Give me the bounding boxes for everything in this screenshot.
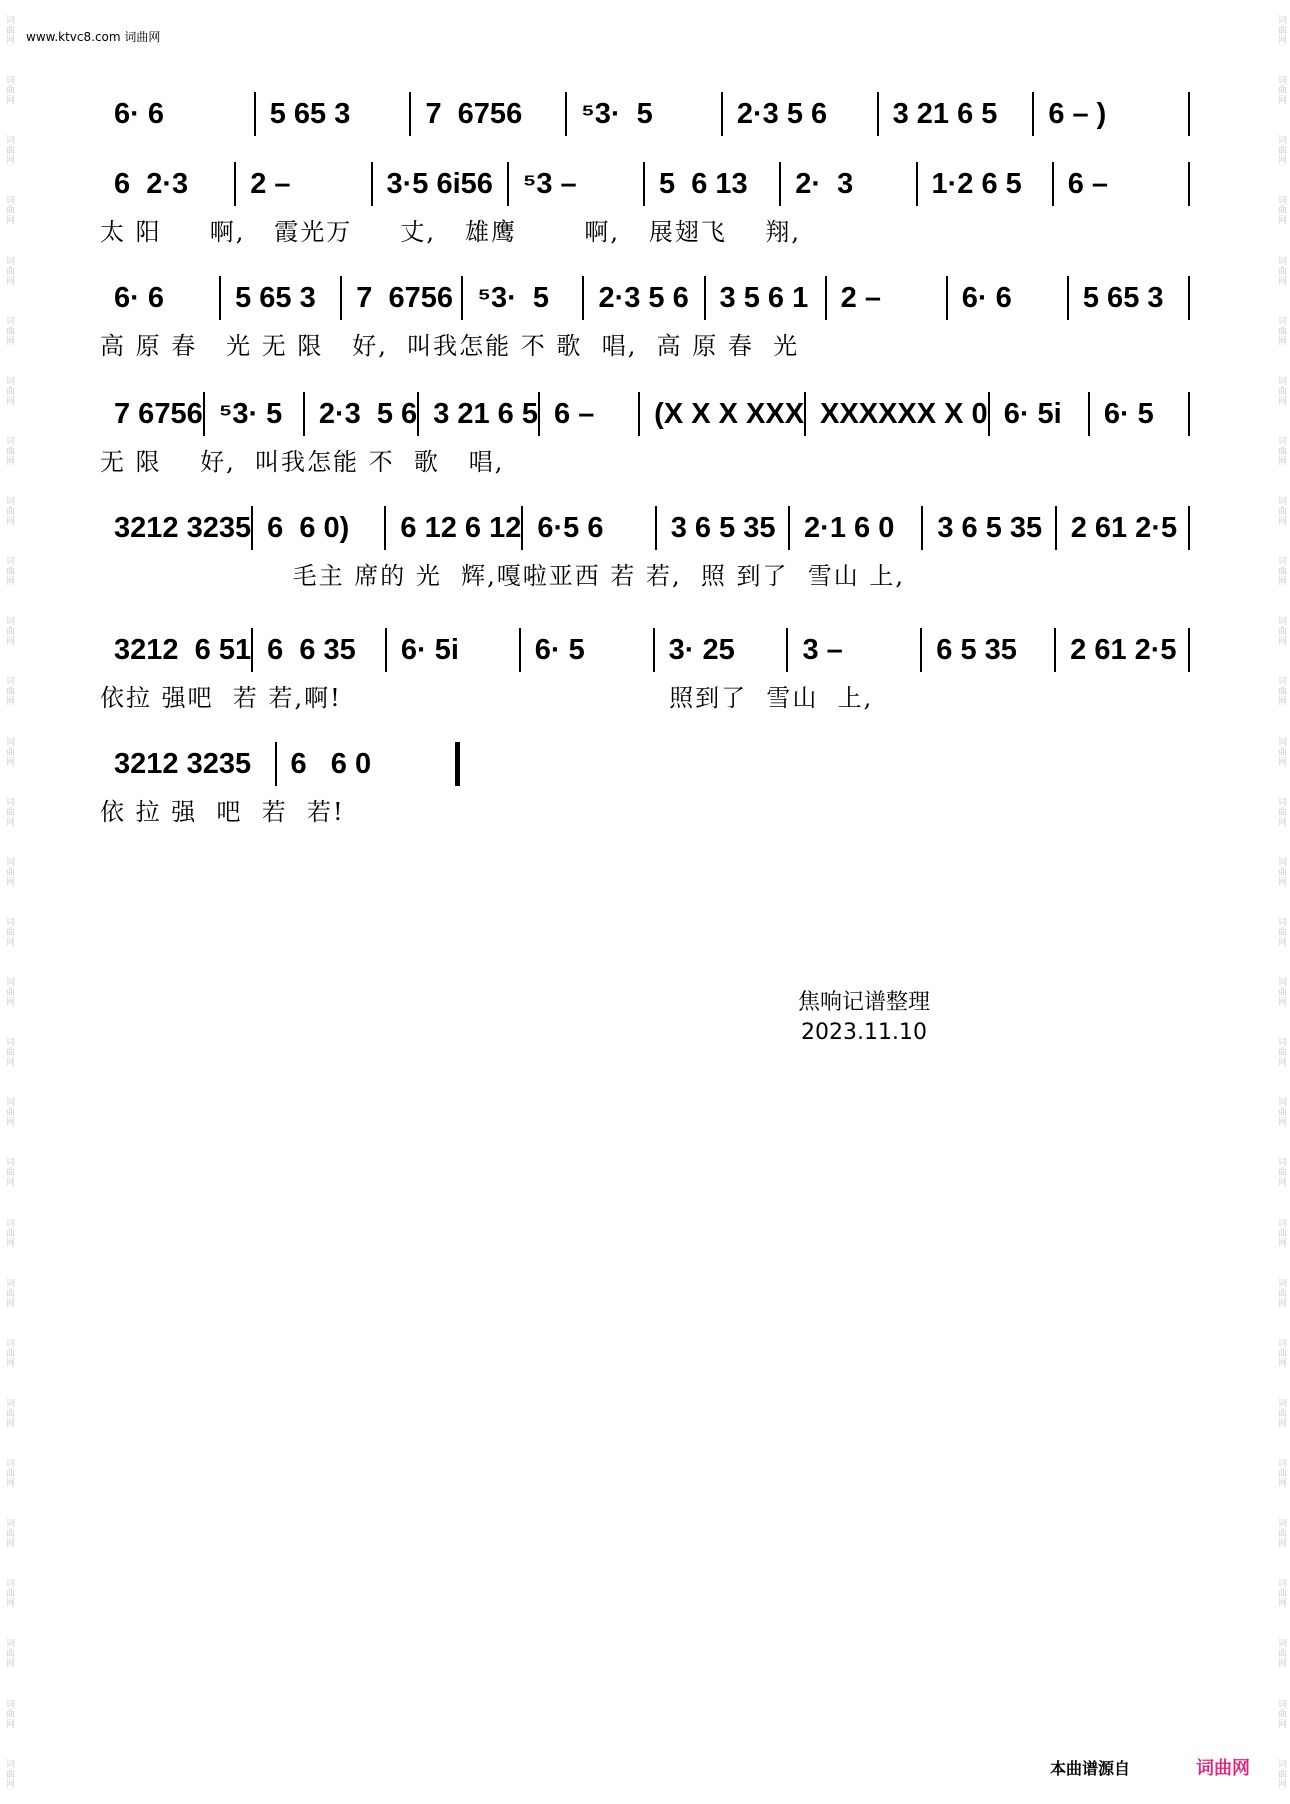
footer-source: 本曲谱源自 [1050, 1759, 1131, 1778]
watermark-text: 词曲网 [1276, 856, 1286, 887]
watermark-text: 词曲网 [1276, 736, 1286, 767]
measure: ⁵3· 5 [477, 281, 549, 314]
measure: ⁵3· 5 [581, 97, 653, 130]
watermark-text: 词曲网 [1276, 255, 1286, 286]
lyrics-line: 依拉 强吧 若 若,啊! 照到了 雪山 上, [100, 684, 874, 712]
score-system [100, 742, 460, 826]
notes-line [100, 276, 1190, 320]
watermark-text: 词曲网 [1276, 315, 1286, 346]
watermark-text: 词曲网 [4, 135, 14, 166]
notes-line [100, 162, 1190, 206]
measure: XXXXXX X 0 [820, 397, 988, 430]
watermark-text: 词曲网 [4, 1037, 14, 1068]
notes-line [100, 392, 1190, 436]
watermark-text: 词曲网 [1276, 916, 1286, 947]
watermark-text: 词曲网 [4, 1698, 14, 1729]
measure: 3 – [802, 633, 843, 666]
measure: 6 6 0 [290, 747, 372, 780]
measure: 6·5 6 [537, 511, 604, 544]
measure: 6· 5i [1003, 397, 1062, 430]
watermark-text: 词曲网 [4, 796, 14, 827]
watermark-text: 词曲网 [4, 15, 14, 46]
watermark-text: 词曲网 [4, 676, 14, 707]
measure: 6 – [554, 397, 595, 430]
watermark-text: 词曲网 [4, 736, 14, 767]
measure: 2·3 5 6 [318, 397, 418, 430]
measure: 6· 6 [114, 281, 164, 314]
watermark-text: 词曲网 [4, 496, 14, 527]
measure: 2 61 2·5 [1070, 511, 1178, 544]
score-system [100, 506, 1190, 590]
watermark-text: 词曲网 [1276, 1217, 1286, 1248]
measure: 6· 5i [400, 633, 459, 666]
lyrics-line: 毛主 席的 光 辉,嘎啦亚西 若 若, 照 到了 雪山 上, [100, 562, 906, 590]
watermark-text: 词曲网 [1276, 616, 1286, 647]
watermark-text: 词曲网 [1276, 135, 1286, 166]
measure: 6 5 35 [936, 633, 1017, 666]
watermark-text: 词曲网 [4, 916, 14, 947]
measure: ⁵3· 5 [218, 397, 283, 430]
watermark-text: 词曲网 [4, 435, 14, 466]
measure: 6 6 0) [267, 511, 350, 544]
barline [455, 742, 460, 786]
watermark-text: 词曲网 [1276, 556, 1286, 587]
credit [798, 988, 930, 1048]
measure: 3·5 6i56 [386, 167, 493, 200]
lyrics-line: 无 限 好, 叫我怎能 不 歌 唱, [100, 448, 505, 476]
watermark-text: 词曲网 [1276, 375, 1286, 406]
watermark-text: 词曲网 [1276, 1518, 1286, 1549]
watermark-text: 词曲网 [1276, 15, 1286, 46]
watermark-text: 词曲网 [4, 195, 14, 226]
measure: 3 21 6 5 [892, 97, 998, 130]
watermark-text: 词曲网 [4, 1758, 14, 1789]
measure: 5 6 13 [659, 167, 748, 200]
measure: (X X X XXX [654, 397, 805, 430]
credit-arranger: 焦响记谱整理 [797, 990, 930, 1015]
watermark-text: 词曲网 [1276, 1578, 1286, 1609]
notes-line [100, 92, 1190, 136]
measure: 5 65 3 [269, 97, 351, 130]
measure: 7 6756 [425, 97, 523, 130]
site-header: www.ktvc8.com 词曲网 [26, 30, 161, 44]
barline [1188, 92, 1190, 136]
watermark-text: 词曲网 [1276, 796, 1286, 827]
watermark-text: 词曲网 [1276, 1337, 1286, 1368]
watermark-text: 词曲网 [1276, 977, 1286, 1008]
measure: 6· 6 [114, 97, 164, 130]
measure: 2·1 6 0 [804, 511, 895, 544]
measure: 7 6756 [356, 281, 453, 314]
watermark-text: 词曲网 [1276, 1037, 1286, 1068]
barline [1188, 628, 1190, 672]
watermark-text: 词曲网 [1276, 1397, 1286, 1428]
score-system [100, 628, 1190, 712]
watermark-text: 词曲网 [1276, 1277, 1286, 1308]
watermark-text: 词曲网 [4, 977, 14, 1008]
watermark-text: 词曲网 [4, 255, 14, 286]
watermark-text: 词曲网 [4, 1097, 14, 1128]
watermark-text: 词曲网 [4, 1217, 14, 1248]
watermark-text: 词曲网 [4, 616, 14, 647]
score-system [100, 392, 1190, 476]
watermark-text: 词曲网 [1276, 435, 1286, 466]
measure: 6 12 6 12 [400, 511, 522, 544]
measure: 2 – [840, 281, 881, 314]
watermark-text: 词曲网 [4, 375, 14, 406]
barline [1188, 276, 1190, 320]
measure: 6 6 35 [267, 633, 356, 666]
watermark-text: 词曲网 [1276, 1157, 1286, 1188]
watermark-text: 词曲网 [4, 1397, 14, 1428]
measure: 3 5 6 1 [719, 281, 809, 314]
watermark-text: 词曲网 [4, 1337, 14, 1368]
measure: 2·3 5 6 [736, 97, 828, 130]
watermark-text: 词曲网 [4, 75, 14, 106]
watermark-text: 词曲网 [4, 856, 14, 887]
watermark-text: 词曲网 [4, 1277, 14, 1308]
watermark-text: 词曲网 [4, 1518, 14, 1549]
watermark-text: 词曲网 [1276, 75, 1286, 106]
measure: 3 21 6 5 [433, 397, 539, 430]
measure: 6 – ) [1048, 97, 1107, 130]
watermark-text: 词曲网 [4, 1458, 14, 1489]
measure: 6· 5 [1103, 397, 1154, 430]
credit-date: 2023.11.10 [801, 1020, 927, 1045]
measure: 5 65 3 [1082, 281, 1164, 314]
watermark-text: 词曲网 [4, 556, 14, 587]
notes-line [100, 628, 1190, 672]
measure: 1·2 6 5 [931, 167, 1022, 200]
watermark-text: 词曲网 [1276, 1638, 1286, 1669]
watermark-text: 词曲网 [1276, 676, 1286, 707]
measure: 3212 6 51 [114, 633, 252, 666]
watermark-text: 词曲网 [4, 1157, 14, 1188]
notes-line [100, 506, 1190, 550]
measure: 3 6 5 35 [937, 511, 1043, 544]
watermark-text: 词曲网 [1276, 1097, 1286, 1128]
measure: 6 2·3 [114, 167, 189, 200]
measure: 3 6 5 35 [670, 511, 776, 544]
watermark-text: 词曲网 [4, 1638, 14, 1669]
measure: 2 – [250, 167, 291, 200]
measure: 2· 3 [795, 167, 854, 200]
measure: 7 6756 [114, 397, 203, 430]
watermark-text: 词曲网 [4, 315, 14, 346]
watermark-left [2, 0, 16, 1804]
notes-line [100, 742, 460, 786]
measure: 3212 3235 [114, 511, 252, 544]
watermark-text: 词曲网 [1276, 1758, 1286, 1789]
barline [1188, 506, 1190, 550]
measure: 6 – [1067, 167, 1109, 200]
score-system [100, 162, 1190, 246]
barline [1188, 392, 1190, 436]
watermark-text: 词曲网 [1276, 1458, 1286, 1489]
measure: 6· 5 [534, 633, 585, 666]
measure: ⁵3 – [522, 167, 577, 200]
footer-logo[interactable]: 词曲网 [1196, 1758, 1250, 1779]
measure: 2·3 5 6 [598, 281, 689, 314]
measure: 3212 3235 [114, 747, 252, 780]
measure: 5 65 3 [235, 281, 316, 314]
watermark-text: 词曲网 [1276, 195, 1286, 226]
measure: 2 61 2·5 [1070, 633, 1177, 666]
score-system [100, 276, 1190, 360]
measure: 3· 25 [668, 633, 735, 666]
barline [1188, 162, 1190, 206]
lyrics-line: 高 原 春 光 无 限 好, 叫我怎能 不 歌 唱, 高 原 春 光 [100, 332, 800, 360]
measure: 6· 6 [961, 281, 1012, 314]
watermark-text: 词曲网 [1276, 496, 1286, 527]
watermark-text: 词曲网 [1276, 1698, 1286, 1729]
watermark-right [1274, 0, 1288, 1804]
lyrics-line: 太 阳 啊, 霞光万 丈, 雄鹰 啊, 展翅飞 翔, [100, 218, 802, 246]
lyrics-line: 依 拉 强 吧 若 若! [100, 798, 345, 826]
watermark-text: 词曲网 [4, 1578, 14, 1609]
